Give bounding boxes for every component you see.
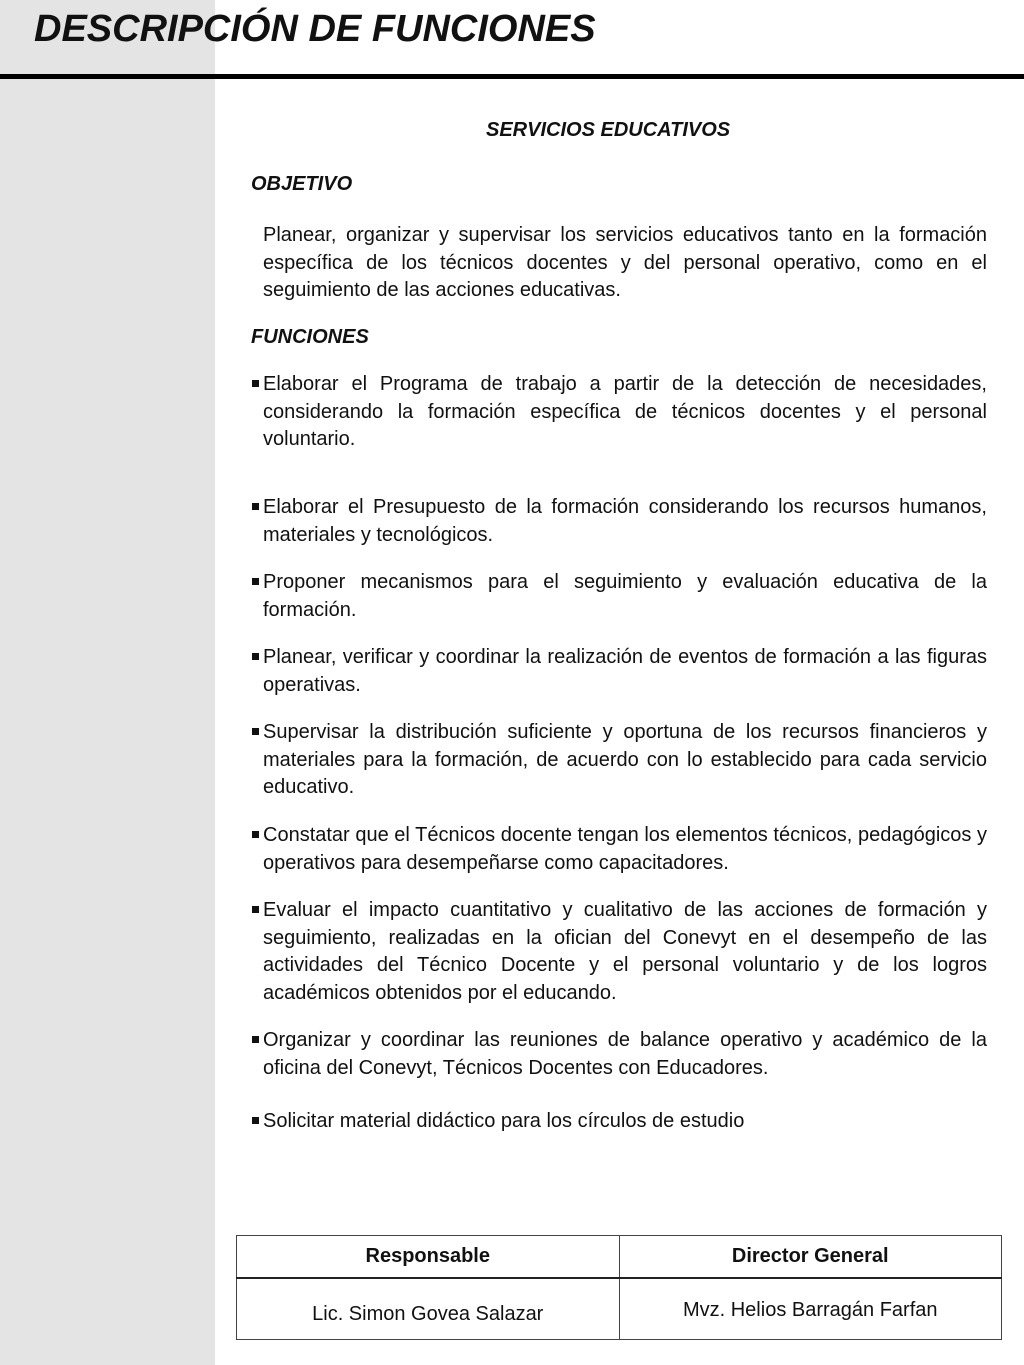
signature-name-row [237,1278,1002,1340]
functions-heading: FUNCIONES [251,326,369,348]
function-text: Evaluar el impacto cuantitativo y cualitativo de las acciones de formación y seguimiento, realizadas en la ofician del Conevyt en el desempeño de las actividades del Técnico Docente y el personal voluntario y de los logros académicos obtenidos por el educando. [263,899,987,1004]
square-bullet-icon [252,831,259,838]
function-text: Planear, verificar y coordinar la realización de eventos de formación a las figuras operativas. [263,646,987,696]
function-item [250,371,987,454]
square-bullet-icon [252,653,259,660]
function-item [250,822,987,877]
director-name: Mvz. Helios Barragán Farfan [682,1298,938,1321]
director-label: Director General [619,1236,1002,1279]
square-bullet-icon [252,728,259,735]
function-text: Proponer mecanismos para el seguimiento y evaluación educativa de la formación. [263,571,987,621]
function-item [250,494,987,549]
square-bullet-icon [252,578,259,585]
function-item [250,719,987,802]
square-bullet-icon [252,1117,259,1124]
function-text: Elaborar el Presupuesto de la formación considerando los recursos humanos, materiales y tecnológicos. [263,496,987,546]
signature-table [236,1235,1002,1340]
square-bullet-icon [252,906,259,913]
function-text: Elaborar el Programa de trabajo a partir de la detección de necesidades, considerando la formación específica de técnicos docentes y el personal voluntario. [263,373,987,450]
page-title: DESCRIPCIÓN DE FUNCIONES [34,8,596,50]
function-item [250,644,987,699]
responsible-name: Lic. Simon Govea Salazar [312,1302,544,1325]
sidebar-band [0,0,215,1365]
function-item [250,569,987,624]
function-text: Constatar que el Técnicos docente tengan los elementos técnicos, pedagógicos y operativos para desempeñarse como capacitadores. [263,824,987,874]
objective-text: Planear, organizar y supervisar los servicios educativos tanto en la formación específica de los técnicos docentes y del personal operativo, como en el seguimiento de las acciones educativas. [263,224,987,301]
function-item [250,1108,987,1136]
responsible-name-cell [237,1278,620,1340]
square-bullet-icon [252,503,259,510]
responsible-label: Responsable [237,1236,620,1279]
section-title: SERVICIOS EDUCATIVOS [486,119,731,141]
director-name-cell [619,1278,1002,1340]
objective-heading: OBJETIVO [251,173,353,195]
signature-role-row [237,1236,1002,1279]
function-text: Solicitar material didáctico para los círculos de estudio [263,1110,745,1132]
function-item [250,897,987,1007]
square-bullet-icon [252,1036,259,1043]
function-text: Supervisar la distribución suficiente y oportuna de los recursos financieros y materiales para la formación, de acuerdo con lo establecido para cada servicio educativo. [263,721,987,798]
square-bullet-icon [252,380,259,387]
function-text: Organizar y coordinar las reuniones de balance operativo y académico de la oficina del Conevyt, Técnicos Docentes con Educadores. [263,1029,987,1079]
header-rule [0,74,1024,79]
function-item [250,1027,987,1082]
